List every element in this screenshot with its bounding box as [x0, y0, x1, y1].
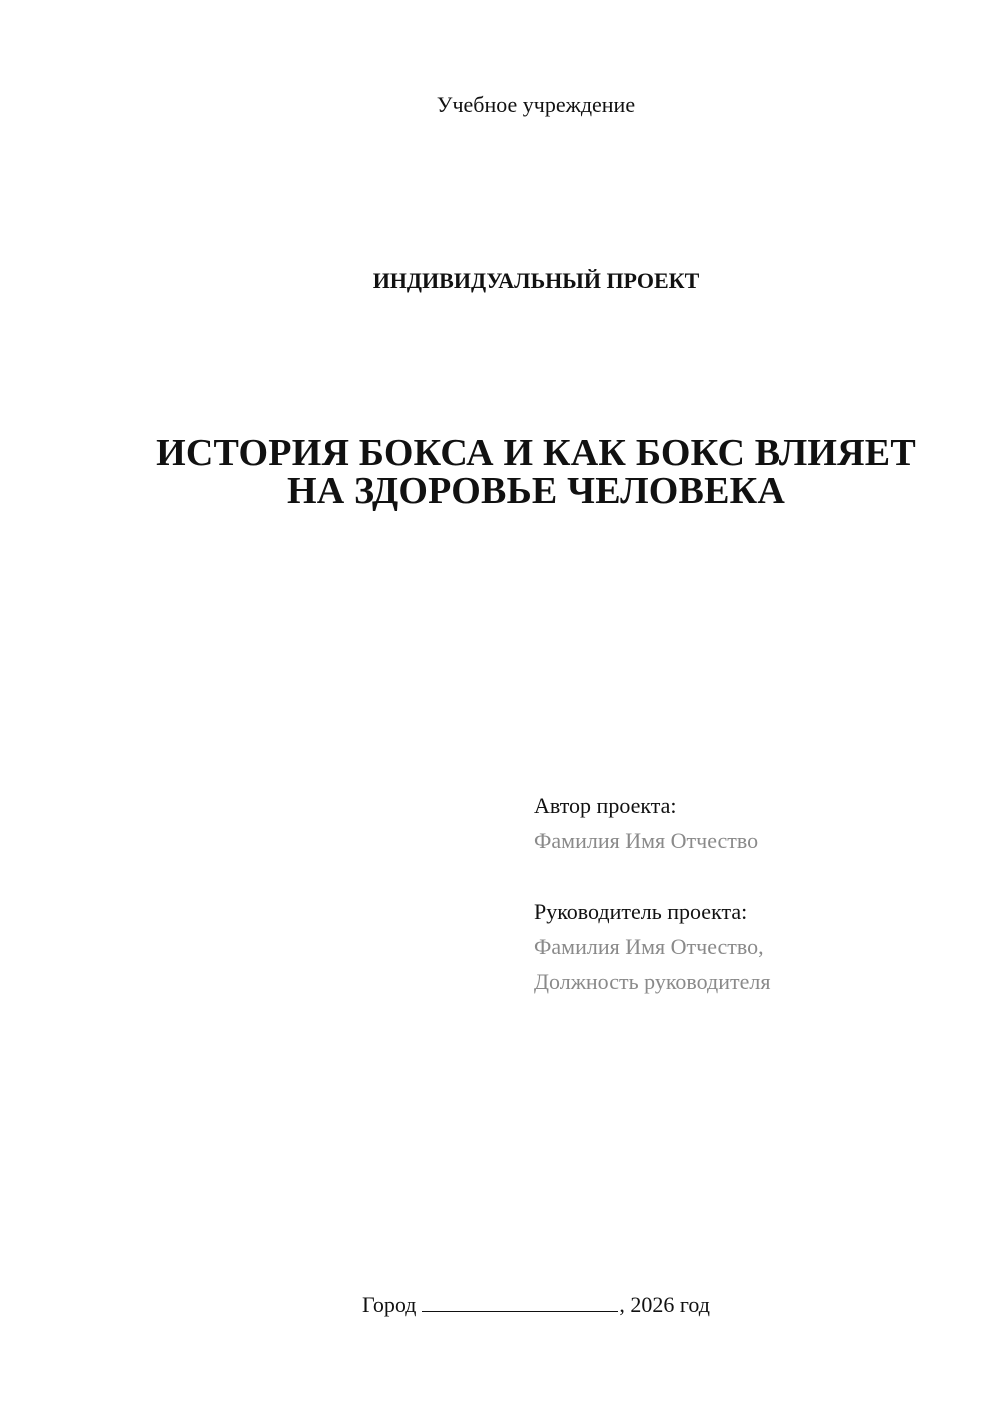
institution-name: Учебное учреждение: [436, 92, 636, 117]
author-name: Фамилия Имя Отчество: [534, 828, 759, 853]
supervisor-position: Должность руководителя: [534, 969, 771, 994]
author-label: Автор проекта:: [534, 793, 677, 818]
project-title-line-2: НА ЗДОРОВЬЕ ЧЕЛОВЕКА: [286, 470, 786, 512]
document-type: ИНДИВИДУАЛЬНЫЙ ПРОЕКТ: [372, 268, 700, 293]
city-label: Город: [362, 1292, 417, 1317]
supervisor-name: Фамилия Имя Отчество,: [534, 934, 764, 959]
year-label: , 2026 год: [619, 1292, 710, 1317]
supervisor-label: Руководитель проекта:: [534, 899, 748, 924]
meta-spacer: [534, 858, 770, 894]
project-title-line-1: ИСТОРИЯ БОКСА И КАК БОКС ВЛИЯЕТ: [156, 432, 916, 474]
project-meta: [534, 788, 770, 999]
footer-city-year: [0, 1292, 1000, 1318]
city-blank-line: [422, 1293, 618, 1312]
project-title: [0, 434, 1000, 510]
